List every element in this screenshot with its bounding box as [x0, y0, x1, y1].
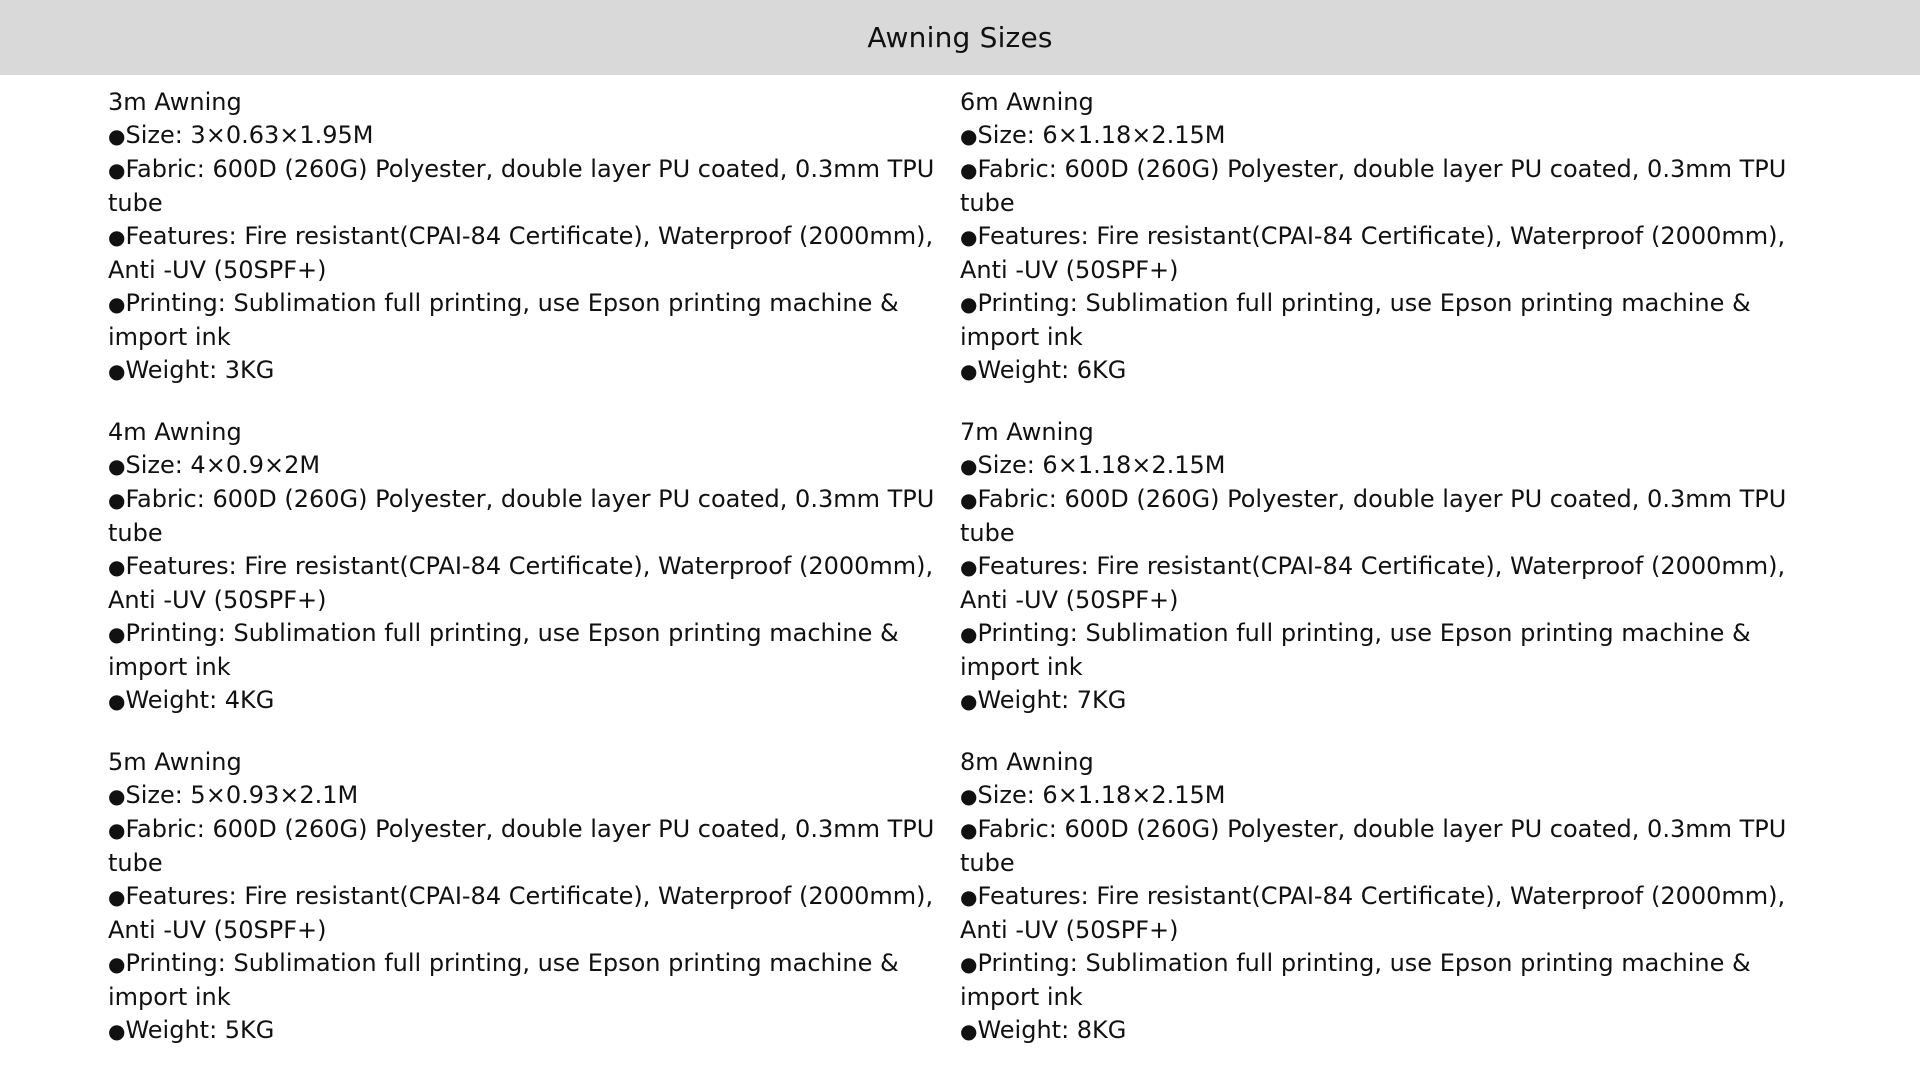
weight-line: ● Weight: 6KG: [960, 354, 1805, 388]
header-bar: [0, 0, 1920, 75]
awning-block-6m: [960, 86, 1805, 416]
awning-title: 4m Awning: [108, 418, 242, 446]
fabric-line: ● Fabric: 600D (260G) Polyester, double layer PU coated, 0.3mm TPU tube: [960, 483, 1805, 550]
features-line: ● Features: Fire resistant(CPAI-84 Certificate), Waterproof (2000mm), Anti -UV (50SPF+): [960, 550, 1805, 617]
size-line: ● Size: 6×1.18×2.15M: [960, 779, 1805, 813]
size-line: ● Size: 5×0.93×2.1M: [108, 779, 953, 813]
awning-block-3m: [108, 86, 953, 416]
weight-line: ● Weight: 4KG: [108, 684, 953, 718]
size-line: ● Size: 6×1.18×2.15M: [960, 119, 1805, 153]
awning-block-4m: [108, 416, 953, 746]
awning-title: 6m Awning: [960, 88, 1094, 116]
weight-line: ● Weight: 3KG: [108, 354, 953, 388]
fabric-line: ● Fabric: 600D (260G) Polyester, double layer PU coated, 0.3mm TPU tube: [108, 483, 953, 550]
page-title: Awning Sizes: [867, 21, 1053, 54]
awning-title: 3m Awning: [108, 88, 242, 116]
weight-line: ● Weight: 8KG: [960, 1014, 1805, 1048]
fabric-line: ● Fabric: 600D (260G) Polyester, double layer PU coated, 0.3mm TPU tube: [108, 813, 953, 880]
features-line: ● Features: Fire resistant(CPAI-84 Certificate), Waterproof (2000mm), Anti -UV (50SPF+): [960, 880, 1805, 947]
printing-line: ● Printing: Sublimation full printing, use Epson printing machine & import ink: [960, 287, 1805, 354]
awning-title: 8m Awning: [960, 748, 1094, 776]
printing-line: ● Printing: Sublimation full printing, use Epson printing machine & import ink: [108, 617, 953, 684]
fabric-line: ● Fabric: 600D (260G) Polyester, double layer PU coated, 0.3mm TPU tube: [960, 153, 1805, 220]
fabric-line: ● Fabric: 600D (260G) Polyester, double layer PU coated, 0.3mm TPU tube: [960, 813, 1805, 880]
size-line: ● Size: 3×0.63×1.95M: [108, 119, 953, 153]
size-line: ● Size: 4×0.9×2M: [108, 449, 953, 483]
weight-line: ● Weight: 7KG: [960, 684, 1805, 718]
features-line: ● Features: Fire resistant(CPAI-84 Certificate), Waterproof (2000mm), Anti -UV (50SPF+): [960, 220, 1805, 287]
awning-title: 5m Awning: [108, 748, 242, 776]
printing-line: ● Printing: Sublimation full printing, use Epson printing machine & import ink: [960, 617, 1805, 684]
awning-block-5m: [108, 746, 953, 1076]
features-line: ● Features: Fire resistant(CPAI-84 Certificate), Waterproof (2000mm), Anti -UV (50SPF+): [108, 880, 953, 947]
awning-title: 7m Awning: [960, 418, 1094, 446]
printing-line: ● Printing: Sublimation full printing, use Epson printing machine & import ink: [108, 947, 953, 1014]
weight-line: ● Weight: 5KG: [108, 1014, 953, 1048]
left-column: [108, 86, 953, 1076]
features-line: ● Features: Fire resistant(CPAI-84 Certificate), Waterproof (2000mm), Anti -UV (50SPF+): [108, 550, 953, 617]
right-column: [960, 86, 1805, 1076]
awning-block-7m: [960, 416, 1805, 746]
printing-line: ● Printing: Sublimation full printing, use Epson printing machine & import ink: [960, 947, 1805, 1014]
size-line: ● Size: 6×1.18×2.15M: [960, 449, 1805, 483]
awning-block-8m: [960, 746, 1805, 1076]
fabric-line: ● Fabric: 600D (260G) Polyester, double layer PU coated, 0.3mm TPU tube: [108, 153, 953, 220]
features-line: ● Features: Fire resistant(CPAI-84 Certificate), Waterproof (2000mm), Anti -UV (50SPF+): [108, 220, 953, 287]
printing-line: ● Printing: Sublimation full printing, use Epson printing machine & import ink: [108, 287, 953, 354]
